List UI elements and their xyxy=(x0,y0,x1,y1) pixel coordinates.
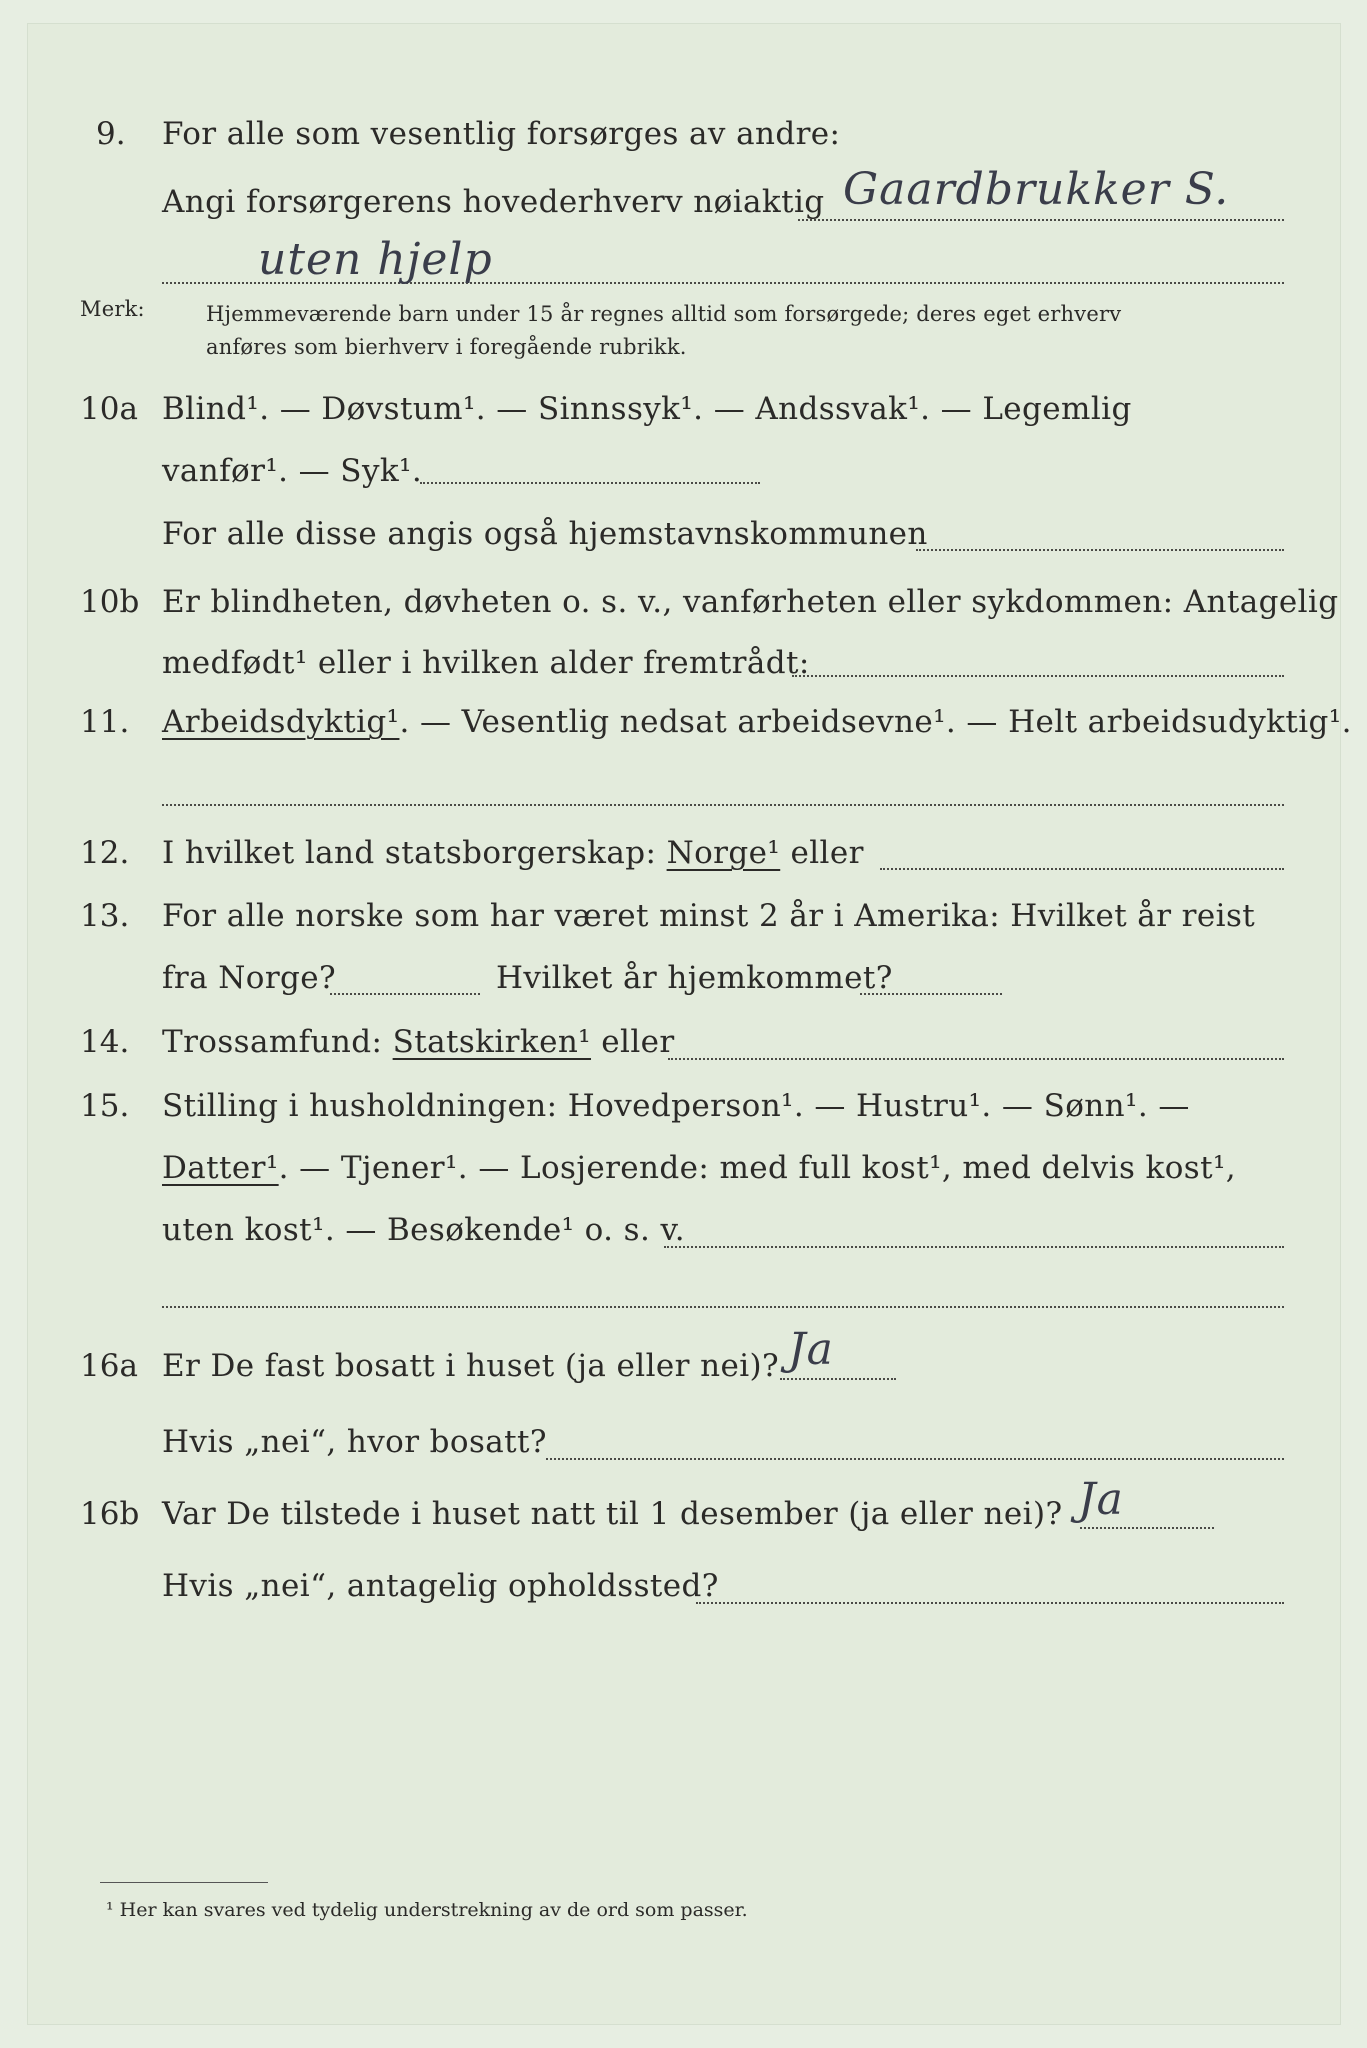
q15-option-datter[interactable]: Datter¹ xyxy=(162,1150,279,1186)
q9-number: 9. xyxy=(96,116,126,152)
q12-eller: eller xyxy=(790,835,864,871)
q14-question: Trossamfund: xyxy=(162,1024,383,1060)
q10a-municipality-line xyxy=(916,549,1284,551)
q13-number: 13. xyxy=(80,898,130,934)
q16a-answer-line xyxy=(780,1378,896,1380)
q10a-home-municipality-label: For alle disse angis også hjemstavnskommunen xyxy=(162,516,928,552)
footnote xyxy=(106,1899,748,1921)
q15-household-position-2 xyxy=(162,1148,1236,1188)
q10b-question: Er blindheten, døvheten o. s. v., vanførheten eller sykdommen: Antagelig xyxy=(162,584,1339,620)
merk-line-1: Hjemmeværende barn under 15 år regnes alltid som forsørgede; deres eget erhverv xyxy=(206,302,1122,326)
q12-question: I hvilket land statsborgerskap: xyxy=(162,835,657,871)
q9-handwritten-answer-2[interactable]: uten hjelp xyxy=(258,234,493,285)
q9-handwritten-answer[interactable]: Gaardbrukker S. xyxy=(843,164,1230,215)
q13-emigrated-label: fra Norge? xyxy=(162,960,337,996)
q16b-question: Var De tilstede i huset natt til 1 desember (ja eller nei)? xyxy=(162,1496,1063,1532)
q16b-answer-line xyxy=(1080,1527,1214,1529)
q13-question: For alle norske som har været minst 2 år i Amerika: Hvilket år reist xyxy=(162,898,1256,934)
q16a-handwritten-answer[interactable]: Ja xyxy=(788,1324,834,1375)
q16b-whereabouts-line xyxy=(696,1602,1284,1604)
q10b-question-2: medfødt¹ eller i hvilken alder fremtrådt: xyxy=(162,645,810,681)
footnote-mark: ¹ xyxy=(106,1899,114,1921)
q16b-whereabouts-label: Hvis „nei“, antagelig opholdssted? xyxy=(162,1568,719,1604)
q11-option-arbeidsdyktig[interactable]: Arbeidsdyktig¹ xyxy=(162,704,400,740)
q15-other-options: . — Tjener¹. — Losjerende: med full kost¹, med delvis kost¹, xyxy=(278,1150,1237,1186)
merk-line-2: anføres som bierhverv i foregående rubrikk. xyxy=(206,335,687,359)
q15-answer-line xyxy=(664,1246,1284,1248)
census-form-page xyxy=(28,24,1352,2024)
q11-other-options: . — Vesentlig nedsat arbeidsevne¹. — Helt arbeidsudyktig¹. xyxy=(399,704,1352,740)
q10a-conditions-2: vanfør¹. — Syk¹. xyxy=(162,453,423,489)
q9-provider-label: Angi forsørgerens hovederhverv nøiaktig xyxy=(162,184,825,220)
q14-answer-line xyxy=(668,1058,1284,1060)
q10a-answer-line xyxy=(420,482,760,484)
footnote-divider xyxy=(100,1882,268,1883)
q9-answer-line xyxy=(798,219,1284,221)
q10b-answer-line xyxy=(792,675,1284,677)
q12-answer-line xyxy=(880,868,1284,870)
q12-option-norge[interactable]: Norge¹ xyxy=(666,835,781,871)
q15-answer-line-2 xyxy=(162,1306,1284,1308)
q12-citizenship xyxy=(162,833,864,873)
q14-eller: eller xyxy=(601,1024,675,1060)
q16a-number: 16a xyxy=(80,1348,138,1384)
q14-religion xyxy=(162,1022,675,1062)
q13-returned-line xyxy=(860,993,1002,995)
q10a-conditions: Blind¹. — Døvstum¹. — Sinnssyk¹. — Andssvak¹. — Legemlig xyxy=(162,391,1132,427)
q16b-handwritten-answer[interactable]: Ja xyxy=(1078,1474,1124,1525)
q11-answer-line xyxy=(162,804,1284,806)
q11-number: 11. xyxy=(80,704,130,740)
q16a-residence-line xyxy=(546,1458,1284,1460)
q16a-question: Er De fast bosatt i huset (ja eller nei)? xyxy=(162,1348,780,1384)
q12-number: 12. xyxy=(80,835,130,871)
q15-number: 15. xyxy=(80,1088,130,1124)
q11-work-ability xyxy=(162,702,1352,742)
q13-emigrated-line xyxy=(330,993,480,995)
q10a-number: 10a xyxy=(80,391,138,427)
q9-question: For alle som vesentlig forsørges av andre: xyxy=(162,116,841,152)
q16b-number: 16b xyxy=(80,1496,140,1532)
q15-household-position-3: uten kost¹. — Besøkende¹ o. s. v. xyxy=(162,1212,685,1248)
merk-label: Merk: xyxy=(80,297,145,321)
footnote-text: Her kan svares ved tydelig understrekning av de ord som passer. xyxy=(119,1899,748,1921)
q16a-residence-label: Hvis „nei“, hvor bosatt? xyxy=(162,1424,547,1460)
q14-option-statskirken[interactable]: Statskirken¹ xyxy=(392,1024,592,1060)
q10b-number: 10b xyxy=(80,584,140,620)
q14-number: 14. xyxy=(80,1024,130,1060)
q13-returned-label: Hvilket år hjemkommet? xyxy=(496,960,893,996)
q15-household-position: Stilling i husholdningen: Hovedperson¹. — Hustru¹. — Sønn¹. — xyxy=(162,1088,1190,1124)
